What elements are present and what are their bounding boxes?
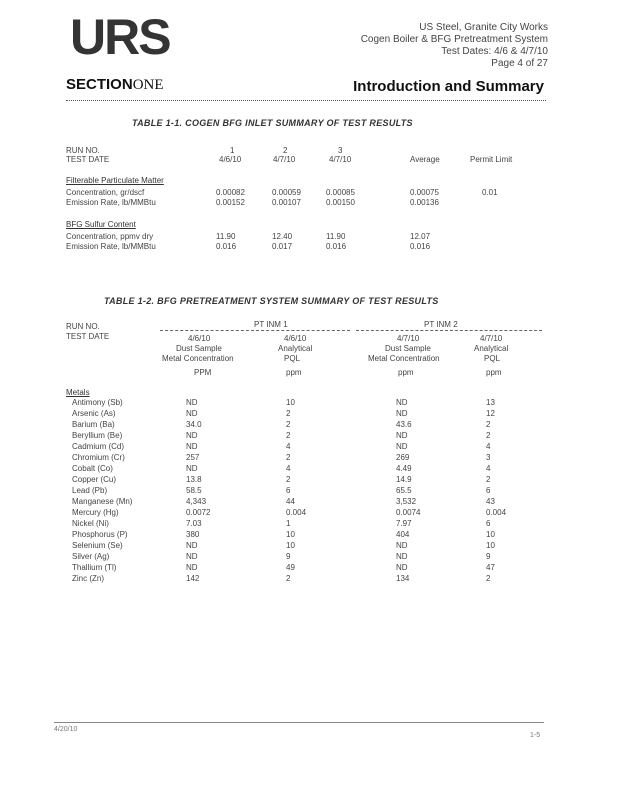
metal-cell: 0.0072 bbox=[186, 508, 211, 517]
metal-cell: 9 bbox=[486, 552, 491, 561]
metal-cell: 7.97 bbox=[396, 519, 412, 528]
table1-cell: 0.01 bbox=[482, 188, 498, 197]
table1-row-label: Emission Rate, lb/MMBtu bbox=[66, 198, 156, 207]
table1-title: TABLE 1-1. COGEN BFG INLET SUMMARY OF TEST RESULTS bbox=[132, 118, 413, 128]
table1-cell: 12.07 bbox=[410, 232, 431, 241]
metal-cell: 0.0074 bbox=[396, 508, 421, 517]
metal-cell: 2 bbox=[486, 420, 491, 429]
metal-cell: ND bbox=[396, 398, 408, 407]
table1-avg-header: Average bbox=[410, 155, 440, 164]
company-logo: URS bbox=[70, 9, 170, 65]
table1-cell: 11.90 bbox=[216, 232, 236, 241]
table2-col-date: 4/6/10 bbox=[284, 334, 307, 343]
metal-label: Cobalt (Co) bbox=[72, 464, 113, 473]
metal-cell: 2 bbox=[286, 475, 291, 484]
metal-cell: 10 bbox=[486, 530, 495, 539]
table2-col-desc: Analytical bbox=[474, 344, 509, 353]
table2-col-desc: Dust Sample bbox=[176, 344, 222, 353]
table2-col-desc: Metal Concentration bbox=[368, 354, 440, 363]
metal-cell: 2 bbox=[486, 574, 491, 583]
metal-cell: 0.004 bbox=[486, 508, 507, 517]
metal-cell: 47 bbox=[486, 563, 495, 572]
metal-label: Nickel (Ni) bbox=[72, 519, 109, 528]
metal-cell: 49 bbox=[286, 563, 295, 572]
section-title: Introduction and Summary bbox=[353, 78, 544, 95]
table1-cell: 0.017 bbox=[272, 242, 293, 251]
table1-cell: 0.016 bbox=[216, 242, 237, 251]
metal-cell: ND bbox=[396, 442, 408, 451]
metal-cell: 4 bbox=[486, 442, 491, 451]
group2-rule bbox=[356, 330, 542, 331]
table1-date-label: TEST DATE bbox=[66, 155, 110, 164]
metal-cell: ND bbox=[186, 398, 198, 407]
metal-cell: 2 bbox=[286, 574, 291, 583]
metal-label: Lead (Pb) bbox=[72, 486, 108, 495]
table1-row-label: Concentration, ppmv dry bbox=[66, 232, 154, 241]
metal-cell: ND bbox=[396, 552, 408, 561]
section-label: SECTIONONE bbox=[66, 76, 164, 93]
footer-rule bbox=[54, 722, 544, 723]
table1-cell: 0.016 bbox=[410, 242, 431, 251]
table1-row-label: Concentration, gr/dscf bbox=[66, 188, 145, 197]
metal-cell: 2 bbox=[286, 420, 291, 429]
metal-cell: 13.8 bbox=[186, 475, 202, 484]
table1-run-1: 1 bbox=[230, 146, 235, 155]
table2-col-desc: Analytical bbox=[278, 344, 313, 353]
metal-cell: 3,532 bbox=[396, 497, 417, 506]
table1-cell: 0.00136 bbox=[410, 198, 439, 207]
metal-cell: ND bbox=[186, 541, 198, 550]
metal-cell: 380 bbox=[186, 530, 200, 539]
metal-cell: 1 bbox=[286, 519, 291, 528]
metal-cell: 4 bbox=[286, 464, 291, 473]
table1-cell: 0.00075 bbox=[410, 188, 439, 197]
metal-cell: 43 bbox=[486, 497, 495, 506]
table2-col-date: 4/6/10 bbox=[188, 334, 211, 343]
table1-row-label: Emission Rate, lb/MMBtu bbox=[66, 242, 156, 251]
metal-cell: 10 bbox=[486, 541, 495, 550]
metal-label: Mercury (Hg) bbox=[72, 508, 119, 517]
table2-date-label: TEST DATE bbox=[66, 332, 110, 341]
table1-cell: 12.40 bbox=[272, 232, 293, 241]
metal-cell: 10 bbox=[286, 541, 295, 550]
metal-cell: 44 bbox=[286, 497, 295, 506]
table1-cell: 11.90 bbox=[326, 232, 346, 241]
metal-cell: 4 bbox=[486, 464, 491, 473]
metal-label: Phosphorus (P) bbox=[72, 530, 128, 539]
table1-run-3: 3 bbox=[338, 146, 343, 155]
table2-col-desc: PQL bbox=[284, 354, 301, 363]
table2-col-unit: PPM bbox=[194, 368, 212, 377]
table2-col-desc: Dust Sample bbox=[385, 344, 431, 353]
metal-cell: ND bbox=[186, 464, 198, 473]
metal-cell: 10 bbox=[286, 530, 295, 539]
metal-cell: 269 bbox=[396, 453, 410, 462]
metal-cell: 4.49 bbox=[396, 464, 412, 473]
metal-cell: 257 bbox=[186, 453, 200, 462]
table1-cell: 0.016 bbox=[326, 242, 347, 251]
metal-cell: 2 bbox=[486, 431, 491, 440]
table2-col-desc: Metal Concentration bbox=[162, 354, 234, 363]
metal-cell: ND bbox=[186, 563, 198, 572]
table1-cell: 0.00059 bbox=[272, 188, 301, 197]
header-line-2: Cogen Boiler & BFG Pretreatment System bbox=[360, 34, 548, 45]
table2-col-date: 4/7/10 bbox=[480, 334, 503, 343]
metal-cell: ND bbox=[396, 541, 408, 550]
table1-cell: 0.00150 bbox=[326, 198, 355, 207]
metal-cell: 7.03 bbox=[186, 519, 202, 528]
table2-group1: PT INM 1 bbox=[254, 320, 288, 329]
metal-cell: 34.0 bbox=[186, 420, 202, 429]
page-number: 1-5 bbox=[530, 732, 541, 739]
metal-label: Barium (Ba) bbox=[72, 420, 115, 429]
metal-cell: 14.9 bbox=[396, 475, 412, 484]
metal-label: Selenium (Se) bbox=[72, 541, 123, 550]
metal-cell: 65.5 bbox=[396, 486, 412, 495]
metal-label: Thallium (Tl) bbox=[72, 563, 117, 572]
metal-cell: 2 bbox=[286, 409, 291, 418]
metal-cell: 134 bbox=[396, 574, 410, 583]
table1-date-3: 4/7/10 bbox=[329, 155, 352, 164]
table2-title: TABLE 1-2. BFG PRETREATMENT SYSTEM SUMMARY OF TEST RESULTS bbox=[104, 296, 439, 306]
table2-col-unit: ppm bbox=[398, 368, 414, 377]
metal-label: Silver (Ag) bbox=[72, 552, 110, 561]
metal-cell: ND bbox=[396, 431, 408, 440]
metal-cell: 2 bbox=[486, 475, 491, 484]
metal-cell: 4 bbox=[286, 442, 291, 451]
metal-cell: ND bbox=[186, 442, 198, 451]
table1-pm-heading: Filterable Particulate Matter bbox=[66, 176, 164, 185]
table2-metals-heading: Metals bbox=[66, 388, 90, 397]
metal-label: Zinc (Zn) bbox=[72, 574, 104, 583]
table2-col-unit: ppm bbox=[486, 368, 502, 377]
metal-label: Manganese (Mn) bbox=[72, 497, 133, 506]
table1-cell: 0.00152 bbox=[216, 198, 245, 207]
metal-cell: ND bbox=[396, 409, 408, 418]
metal-cell: 43.6 bbox=[396, 420, 412, 429]
table2-group2: PT INM 2 bbox=[424, 320, 458, 329]
metal-cell: 12 bbox=[486, 409, 495, 418]
group1-rule bbox=[160, 330, 350, 331]
table1-cell: 0.00107 bbox=[272, 198, 301, 207]
metal-label: Copper (Cu) bbox=[72, 475, 117, 484]
table1-permit-header: Permit Limit bbox=[470, 155, 513, 164]
metal-label: Chromium (Cr) bbox=[72, 453, 125, 462]
metal-cell: 6 bbox=[286, 486, 291, 495]
table2-col-unit: ppm bbox=[286, 368, 302, 377]
metal-cell: ND bbox=[186, 409, 198, 418]
metal-cell: 10 bbox=[286, 398, 295, 407]
metal-cell: ND bbox=[396, 563, 408, 572]
table1-run-label: RUN NO. bbox=[66, 146, 100, 155]
table1-sulfur-heading: BFG Sulfur Content bbox=[66, 220, 136, 229]
metal-cell: 58.5 bbox=[186, 486, 202, 495]
metal-label: Antimony (Sb) bbox=[72, 398, 123, 407]
metal-cell: 9 bbox=[286, 552, 291, 561]
table2-col-desc: PQL bbox=[484, 354, 501, 363]
table2-run-label: RUN NO. bbox=[66, 322, 100, 331]
header-line-3: Test Dates: 4/6 & 4/7/10 bbox=[441, 46, 548, 57]
header-line-1: US Steel, Granite City Works bbox=[419, 22, 548, 33]
metal-cell: 4,343 bbox=[186, 497, 207, 506]
section-divider bbox=[66, 100, 546, 101]
metal-cell: ND bbox=[186, 431, 198, 440]
metal-cell: 2 bbox=[286, 453, 291, 462]
metal-label: Cadmium (Cd) bbox=[72, 442, 125, 451]
table1-run-2: 2 bbox=[283, 146, 288, 155]
table1-cell: 0.00082 bbox=[216, 188, 245, 197]
metal-cell: 6 bbox=[486, 519, 491, 528]
table1-date-2: 4/7/10 bbox=[273, 155, 296, 164]
table2-col-date: 4/7/10 bbox=[397, 334, 420, 343]
metal-cell: ND bbox=[186, 552, 198, 561]
metal-cell: 2 bbox=[286, 431, 291, 440]
table1-cell: 0.00085 bbox=[326, 188, 355, 197]
footer-date: 4/20/10 bbox=[54, 726, 78, 733]
metal-cell: 13 bbox=[486, 398, 495, 407]
metal-cell: 142 bbox=[186, 574, 200, 583]
metal-cell: 0.004 bbox=[286, 508, 307, 517]
header-line-4: Page 4 of 27 bbox=[491, 58, 548, 69]
table1-date-1: 4/6/10 bbox=[219, 155, 242, 164]
metal-cell: 3 bbox=[486, 453, 491, 462]
metal-cell: 6 bbox=[486, 486, 491, 495]
metal-label: Arsenic (As) bbox=[72, 409, 116, 418]
metal-label: Beryllium (Be) bbox=[72, 431, 123, 440]
metal-cell: 404 bbox=[396, 530, 410, 539]
